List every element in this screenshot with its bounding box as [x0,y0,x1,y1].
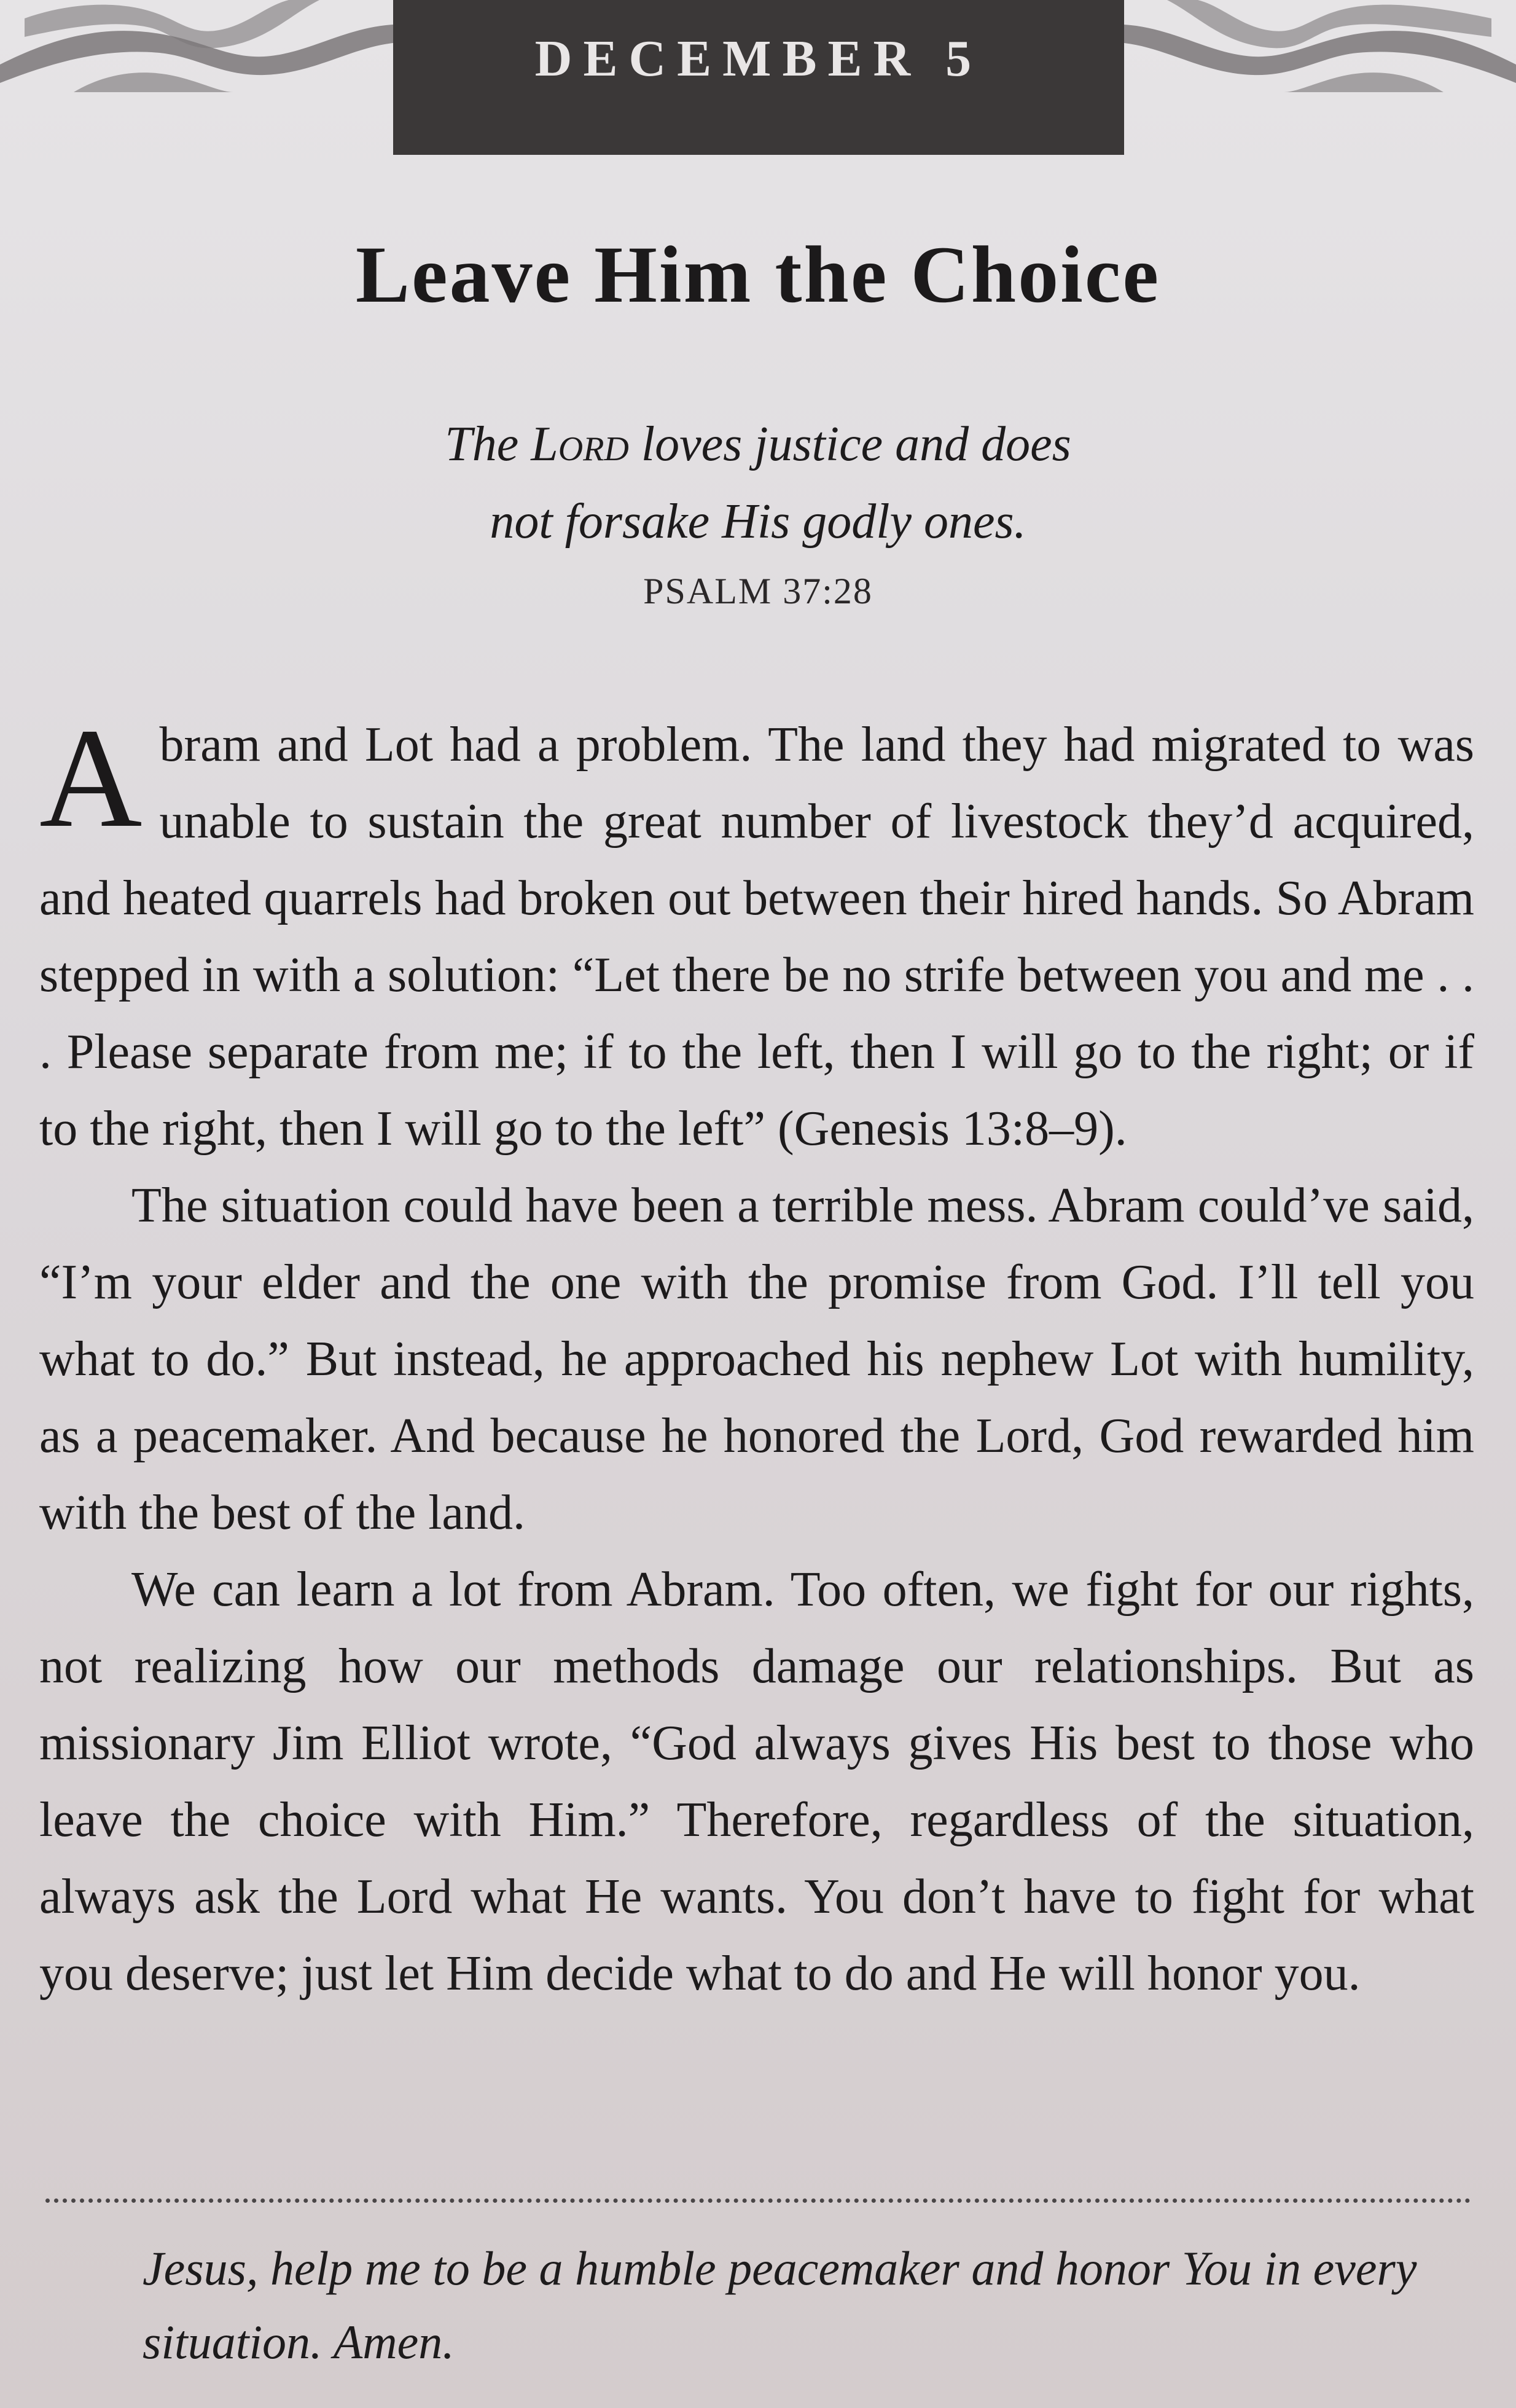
verse-line-1 [0,406,1516,483]
body-paragraph [39,699,1474,1167]
verse-lord-smallcaps: Lord [531,417,629,471]
date-label: DECEMBER 5 [534,29,983,87]
right-flourish-ornament-icon [1124,0,1516,92]
body-paragraph: We can learn a lot from Abram. Too often, we fight for our rights, not realizing how our methods damage our relationships. But as missionary Jim Elliot wrote, “God always gives His best to those who leave the choice with Him.” Therefore, regardless of the situation, always ask the Lord what He wants. You don’t have to fight for what you deserve; just let Him decide what to do and He will honor you. [39,1563,1474,2001]
verse-line-2: not forsake His godly ones. [490,495,1026,549]
devotional-body [39,699,1474,2012]
body-paragraph: The situation could have been a terrible mess. Abram could’ve said, “I’m your elder and the one with the promise from God. I’ll tell you what to do.” But instead, he approached his nephew Lot with humility, as a peacemaker. And because he honored the Lord, God rewarded him with the best of the land. [39,1179,1474,1540]
verse-line-1-end: loves justice and does [628,417,1071,471]
date-header-band [393,0,1124,155]
verse-line-1-start: The [445,417,531,471]
drop-cap-letter: A [39,699,143,857]
dotted-divider [45,2198,1471,2203]
paragraph-1-text: bram and Lot had a problem. The land they had migrated to was unable to sustain the great number of livestock they’d acquired, and heated quarrels had broken out between their hired hands. So Abram stepped in with a solution: “Let there be no strife between you and me . . . Please separate from me; if to the left, then I will go to the right; or if to the right, then I will go to the left” (Genesis 13:8–9). [39,718,1474,1156]
devotional-title: Leave Him the Choice [355,229,1161,320]
closing-prayer: Jesus, help me to be a humble peacemaker and honor You in every situation. Amen. [143,2241,1417,2369]
scripture-verse [0,406,1516,560]
verse-reference: PSALM 37:28 [643,571,873,611]
left-flourish-ornament-icon [0,0,393,92]
